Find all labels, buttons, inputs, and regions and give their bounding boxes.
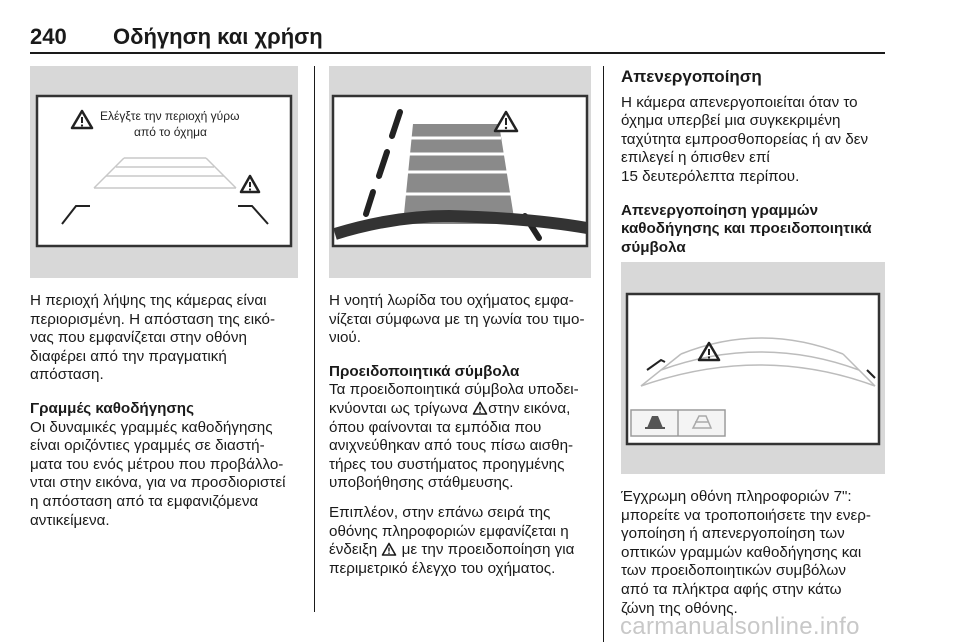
page-number: 240 <box>30 24 67 49</box>
figure-caption-line1: Ελέγξτε την περιοχή γύρω <box>100 109 240 123</box>
text-line: των προειδοποιητικών συμβόλων <box>621 562 846 580</box>
text-line: υποβοήθησης στάθμευσης. <box>329 474 514 492</box>
guide-lines-toggle-button[interactable] <box>632 411 677 435</box>
text-line: με την προειδοποίηση για <box>397 541 575 559</box>
paragraph <box>30 292 302 385</box>
text-line: από τα πλήκτρα αφής στην κάτω <box>621 580 842 598</box>
guide-lines-illustration <box>329 66 591 278</box>
paragraph <box>329 292 597 348</box>
section-heading: Προειδοποιητικά σύμβολα <box>329 362 520 380</box>
text-line: αντικείμενα. <box>30 511 110 529</box>
text-line: ταχύτητα εμπροσθοπορείας ή αν δεν <box>621 130 869 148</box>
page-title: Οδήγηση και χρήση <box>113 24 323 49</box>
text-line: ματα του ενός μέτρου που προβάλλο- <box>30 455 284 473</box>
warning-symbols-toggle-button[interactable] <box>679 411 724 435</box>
column-divider-1 <box>314 66 315 612</box>
text-line: τήρες του συστήματος προηγμένης <box>329 455 565 473</box>
text-line: νται στην εικόνα, για να προσδιοριστεί <box>30 474 286 492</box>
text-line: Επιπλέον, στην επάνω σειρά της <box>329 503 551 521</box>
paragraph <box>329 504 597 578</box>
text-line: Η κάμερα απενεργοποιείται όταν το <box>621 93 858 111</box>
paragraph <box>30 419 302 531</box>
watermark: carmanualsonline.info <box>620 613 860 640</box>
text-line: Η νοητή λωρίδα του οχήματος εμφα- <box>329 292 574 309</box>
text-line: διαφέρει από την πραγματική <box>30 347 227 365</box>
text-line: απόσταση. <box>30 366 104 384</box>
text-line: στην εικόνα, <box>488 399 571 417</box>
text-line: Απενεργοποίηση γραμμών <box>621 201 819 219</box>
section-heading: Γραμμές καθοδήγησης <box>30 399 194 417</box>
warning-triangle-icon <box>472 401 488 415</box>
text-line: Τα προειδοποιητικά σύμβολα υποδει- <box>329 381 579 399</box>
text-line: ανιχνεύθηκαν από τους πίσω αισθη- <box>329 437 574 455</box>
text-line: όπου φαίνονται τα εμπόδια που <box>329 418 542 436</box>
text-line: οθόνης πληροφοριών εμφανίζεται η <box>329 522 569 540</box>
text-line: κνύονται ως τρίγωνα <box>329 399 473 417</box>
sub-heading <box>621 202 891 258</box>
text-line: ζώνη της οθόνης. <box>621 599 738 617</box>
paragraph <box>621 488 891 618</box>
text-line: Έγχρωμη οθόνη πληροφοριών 7": <box>621 488 852 505</box>
camera-view-illustration <box>30 66 298 278</box>
column-2-text <box>329 292 597 578</box>
text-line: όχημα υπερβεί μια συγκεκριμένη <box>621 112 841 130</box>
text-line: γοποίηση ή απενεργοποίηση των <box>621 525 845 543</box>
header-rule <box>30 52 885 54</box>
text-line: οπτικών γραμμών καθοδήγησης και <box>621 543 862 561</box>
text-line: νιού. <box>329 329 361 347</box>
touch-buttons-illustration <box>621 262 885 474</box>
text-line: σύμβολα <box>621 238 686 256</box>
column-3-bottom-text <box>621 488 891 618</box>
figure-caption-line2: από το όχημα <box>134 125 207 139</box>
text-line: Η περιοχή λήψης της κάμερας είναι <box>30 292 267 309</box>
text-line: περιορισμένη. Η απόσταση της εικό- <box>30 310 276 328</box>
text-line: Οι δυναμικές γραμμές καθοδήγησης <box>30 418 273 436</box>
camera-view-figure-1 <box>30 66 298 278</box>
text-line: περιμετρικό έλεγχο του οχήματος. <box>329 559 556 577</box>
camera-view-figure-3 <box>621 262 885 474</box>
text-line: 15 δευτερόλεπτα περίπου. <box>621 167 800 185</box>
section-heading: Απενεργοποίηση <box>621 67 762 86</box>
column-3-top-text <box>621 68 891 257</box>
text-line: νίζεται σύμφωνα με τη γωνία του τιμο- <box>329 310 585 328</box>
text-line: η απόσταση από τα εμφανιζόμενα <box>30 492 259 510</box>
text-line: είναι οριζόντιες γραμμές σε διαστή- <box>30 437 265 455</box>
column-1-text <box>30 292 302 530</box>
column-divider-2 <box>603 66 604 642</box>
paragraph <box>329 381 597 493</box>
text-line: επιλεγεί η όπισθεν επί <box>621 149 770 167</box>
camera-view-figure-2 <box>329 66 591 278</box>
text-line: μπορείτε να τροποποιήσετε την ενερ- <box>621 506 871 524</box>
warning-triangle-icon <box>381 542 397 556</box>
text-line: καθοδήγησης και προειδοποιητικά <box>621 220 872 238</box>
text-line: ένδειξη <box>329 541 382 559</box>
text-line: νας που εμφανίζεται στην οθόνη <box>30 329 247 347</box>
paragraph <box>621 94 891 187</box>
